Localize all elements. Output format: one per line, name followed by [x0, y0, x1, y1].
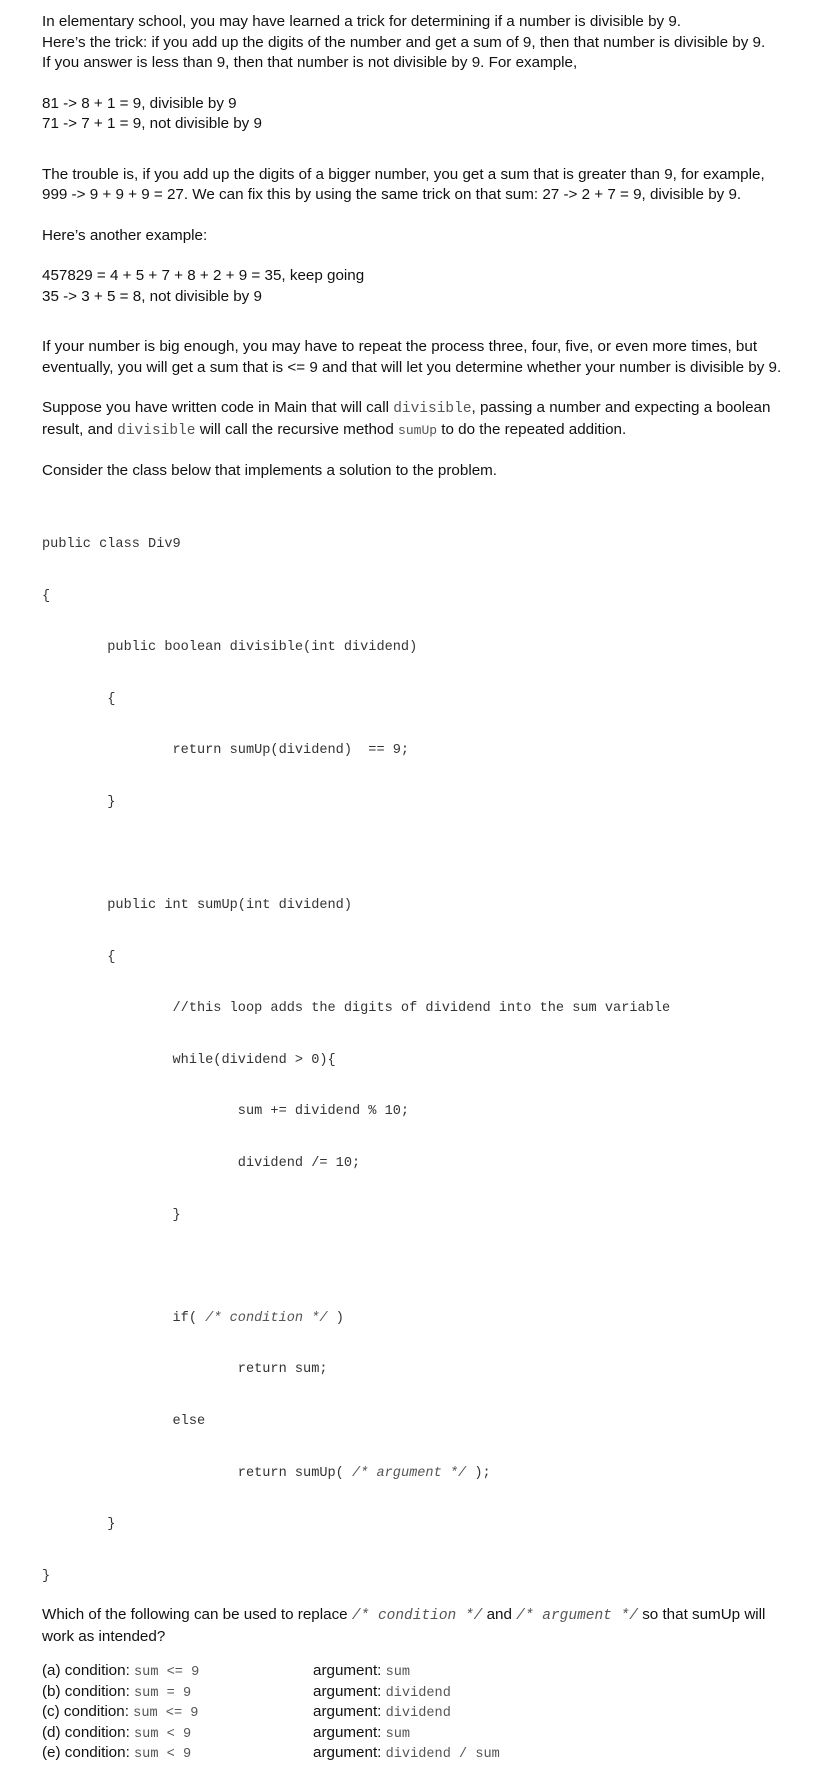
answer-label: (c) condition: [42, 1703, 134, 1721]
argument-placeholder: /* argument */ [352, 1465, 467, 1481]
code-line: { [42, 949, 116, 965]
answer-argument [313, 1723, 410, 1746]
suppose-line-1 [42, 398, 822, 420]
repeat-line-2: eventually, you will get a sum that is <= 9 and that will let you determine whether your number is divisible by 9. [42, 358, 782, 376]
repeat-line-1: If your number is big enough, you may have to repeat the process three, four, five, or even more times, but [42, 338, 758, 355]
divisible-code-ref: divisible [393, 401, 472, 417]
answer-condition [42, 1702, 198, 1725]
trouble-line-2: 999 -> 9 + 9 + 9 = 27. We can fix this by using the same trick on that sum: 27 -> 2 + 7 = 9, divisible by 9. [42, 186, 742, 203]
answer-condition [42, 1743, 191, 1766]
question-line-2: work as intended? [42, 1627, 166, 1645]
answer-choice-e[interactable] [42, 1743, 822, 1764]
code-line-condition [42, 1310, 822, 1327]
code-line [42, 845, 822, 862]
answer-argument [313, 1682, 451, 1705]
code-fragment: return sumUp( [42, 1465, 352, 1481]
code-line: { [42, 691, 116, 707]
suppose-line-2 [42, 420, 822, 442]
answer-argument-code: sum [385, 1726, 411, 1742]
answer-condition-code: sum < 9 [134, 1747, 192, 1763]
answer-argument [313, 1702, 451, 1725]
condition-ref-text: /* condition */ [351, 1608, 483, 1625]
suppose-text: result, and [42, 420, 118, 438]
suppose-text: to do the repeated addition. [437, 420, 627, 438]
answer-argument-code: dividend / sum [385, 1747, 500, 1763]
answer-choice-d[interactable] [42, 1723, 822, 1744]
code-line: public boolean divisible(int dividend) [42, 640, 418, 656]
answer-argument [313, 1661, 410, 1684]
code-line: public int sumUp(int dividend) [42, 898, 352, 914]
example-35: 35 -> 3 + 5 = 8, not divisible by 9 [42, 287, 262, 305]
example-71: 71 -> 7 + 1 = 9, not divisible by 9 [42, 115, 262, 132]
answer-label: (a) condition: [42, 1662, 135, 1680]
answer-arg-label: argument: [313, 1744, 386, 1762]
answer-argument-code: dividend [385, 1706, 451, 1722]
answer-arg-label: argument: [313, 1662, 386, 1680]
answer-choice-a[interactable] [42, 1661, 822, 1682]
code-block [42, 502, 822, 1620]
answer-condition-code: sum = 9 [134, 1685, 192, 1701]
answer-condition-code: sum <= 9 [133, 1706, 199, 1722]
suppose-text: Suppose you have written code in Main that will call [42, 399, 394, 416]
code-line: else [42, 1414, 206, 1429]
code-line [42, 1258, 822, 1275]
answer-arg-label: argument: [313, 1703, 386, 1721]
intro-line-2: Here’s the trick: if you add up the digits of the number and get a sum of 9, then that number is divisible by 9. [42, 33, 766, 51]
answer-condition-code: sum <= 9 [134, 1665, 200, 1681]
intro-line-1: In elementary school, you may have learned a trick for determining if a number is divisible by 9. [42, 13, 682, 30]
answer-condition [42, 1661, 199, 1684]
code-line: } [42, 1517, 116, 1533]
divisible-code-ref: divisible [117, 422, 196, 439]
example-81: 81 -> 8 + 1 = 9, divisible by 9 [42, 94, 237, 112]
answer-arg-label: argument: [313, 1682, 386, 1700]
answer-condition [42, 1723, 191, 1746]
answer-label: (e) condition: [42, 1744, 135, 1762]
answer-condition [42, 1682, 191, 1705]
code-line: sum += dividend % 10; [42, 1104, 410, 1120]
answer-arg-label: argument: [313, 1723, 386, 1741]
answer-label: (d) condition: [42, 1723, 135, 1741]
question-text: so that sumUp will [637, 1606, 766, 1624]
suppose-text: , passing a number and expecting a boolean [471, 399, 771, 416]
code-line: while(dividend > 0){ [42, 1052, 336, 1068]
answer-label: (b) condition: [42, 1682, 135, 1700]
code-line: return sum; [42, 1362, 328, 1378]
question-text: and [482, 1606, 517, 1624]
answer-choices [42, 1661, 822, 1764]
code-fragment: if( [42, 1310, 206, 1326]
condition-placeholder: /* condition */ [205, 1310, 328, 1326]
answer-choice-b[interactable] [42, 1682, 822, 1703]
trouble-line-1: The trouble is, if you add up the digits of a bigger number, you get a sum that is greater than 9, for example, [42, 165, 765, 183]
code-line: } [42, 1207, 181, 1223]
sumup-code-ref: sumUp [398, 422, 438, 438]
answer-condition-code: sum < 9 [134, 1726, 192, 1742]
argument-ref-text: /* argument */ [516, 1608, 638, 1625]
code-line: dividend /= 10; [42, 1156, 361, 1172]
code-line: { [42, 588, 51, 604]
answer-argument-code: dividend [385, 1685, 451, 1701]
intro-line-3: If you answer is less than 9, then that number is not divisible by 9. For example, [42, 54, 578, 71]
question-text: Which of the following can be used to replace [42, 1606, 352, 1624]
code-line: return sumUp(dividend) == 9; [42, 743, 410, 759]
suppose-text: will call the recursive method [195, 420, 399, 438]
code-line: } [42, 794, 116, 810]
code-line: } [42, 1568, 51, 1584]
code-line: public class Div9 [42, 536, 181, 552]
answer-argument [313, 1743, 500, 1766]
code-fragment: ) [327, 1310, 344, 1326]
condition-ref [352, 1608, 483, 1624]
document-page [42, 12, 822, 1764]
argument-ref [516, 1608, 638, 1624]
code-line-argument [42, 1465, 822, 1482]
example-457829: 457829 = 4 + 5 + 7 + 8 + 2 + 9 = 35, keep going [42, 267, 365, 284]
consider-line: Consider the class below that implements a solution to the problem. [42, 462, 498, 479]
question-line-1 [42, 1605, 822, 1627]
answer-choice-c[interactable] [42, 1702, 822, 1723]
code-line: //this loop adds the digits of dividend into the sum variable [42, 1001, 671, 1017]
answer-argument-code: sum [385, 1665, 411, 1681]
another-example-heading: Here’s another example: [42, 226, 208, 244]
code-fragment: ); [466, 1465, 491, 1481]
